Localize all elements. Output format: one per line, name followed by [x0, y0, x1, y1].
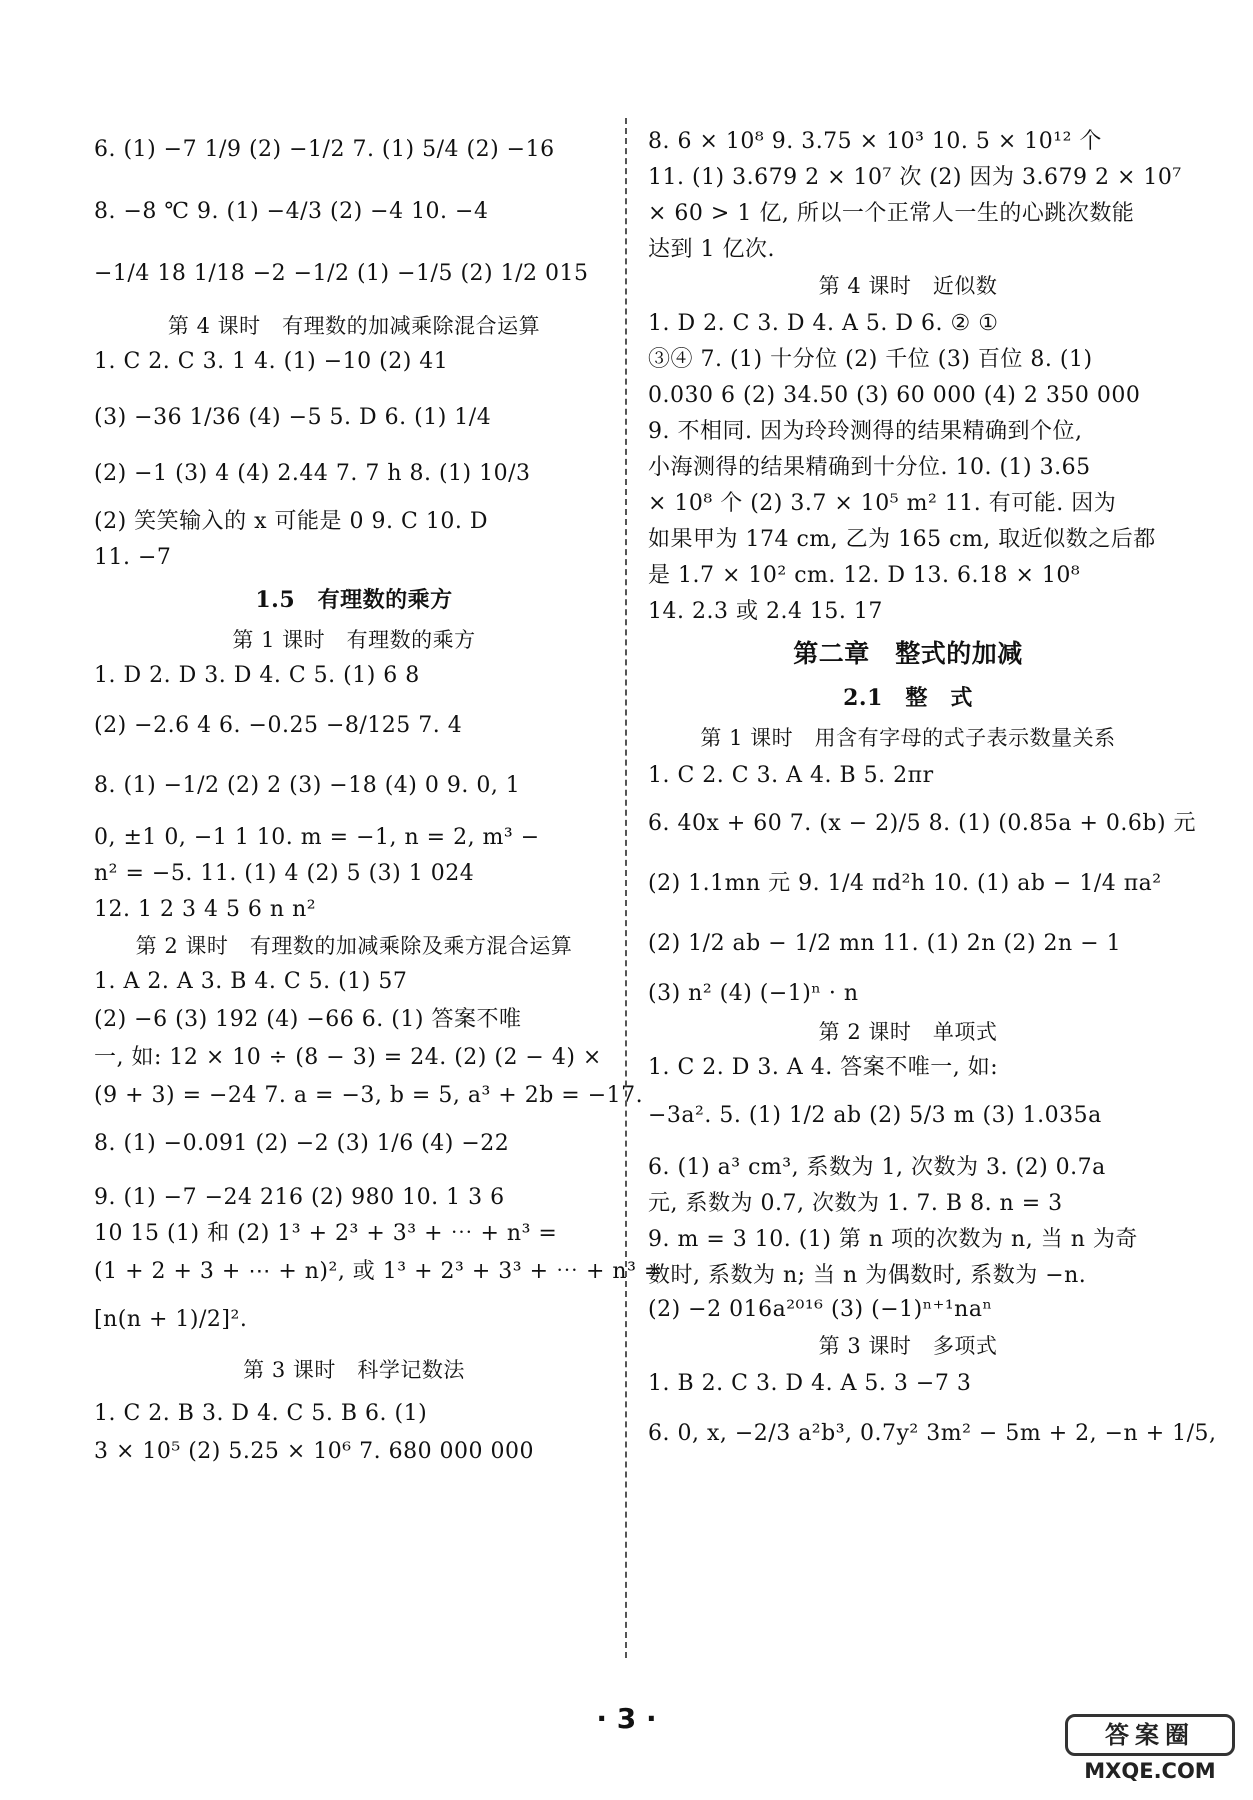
- answer-line: −1/4 18 1/18 −2 −1/2 (1) −1/5 (2) 1/2 015: [94, 261, 589, 286]
- answer-line: 3 × 10⁵ (2) 5.25 × 10⁶ 7. 680 000 000: [94, 1439, 535, 1464]
- answer-line: 11. −7: [94, 545, 172, 570]
- answer-line: 9. (1) −7 −24 216 (2) 980 10. 1 3 6: [94, 1185, 505, 1210]
- watermark-logo: [1065, 1714, 1235, 1786]
- answer-line: 0, ±1 0, −1 1 10. m = −1, n = 2, m³ −: [94, 825, 540, 850]
- lesson-heading: 第 4 课时 有理数的加减乘除混合运算: [167, 314, 541, 338]
- answer-line: 达到 1 亿次.: [648, 237, 775, 262]
- answer-line: 8. (1) −0.091 (2) −2 (3) 1/6 (4) −22: [94, 1131, 510, 1156]
- answer-line: 数时, 系数为 n; 当 n 为偶数时, 系数为 −n.: [648, 1263, 1087, 1288]
- answer-line: (9 + 3) = −24 7. a = −3, b = 5, a³ + 2b = −17.: [94, 1083, 644, 1108]
- lesson-heading: 第 3 课时 科学记数法: [243, 1358, 465, 1382]
- column-divider: [625, 118, 627, 1658]
- answer-line: 11. (1) 3.679 2 × 10⁷ 次 (2) 因为 3.679 2 × 10⁷: [648, 165, 1182, 190]
- watermark-title: 答案圈: [1065, 1714, 1235, 1756]
- answer-line: 1. C 2. B 3. D 4. C 5. B 6. (1): [94, 1401, 428, 1426]
- answer-line: 6. (1) a³ cm³, 系数为 1, 次数为 3. (2) 0.7a: [648, 1155, 1106, 1180]
- answer-line: (2) 1.1mn 元 9. 1/4 πd²h 10. (1) ab − 1/4 πa²: [648, 871, 1162, 896]
- answer-line: 1. C 2. C 3. A 4. B 5. 2πr: [648, 763, 934, 788]
- answer-line: 6. (1) −7 1/9 (2) −1/2 7. (1) 5/4 (2) −16: [94, 137, 555, 162]
- answer-line: 1. D 2. C 3. D 4. A 5. D 6. ② ①: [648, 311, 999, 336]
- answer-line: 6. 0, x, −2/3 a²b³, 0.7y² 3m² − 5m + 2, −n + 1/5,: [648, 1421, 1217, 1446]
- answer-line: 9. m = 3 10. (1) 第 n 项的次数为 n, 当 n 为奇: [648, 1227, 1138, 1252]
- answer-line: 10 15 (1) 和 (2) 1³ + 2³ + 3³ + ⋯ + n³ =: [94, 1221, 558, 1246]
- answer-line: 0.030 6 (2) 34.50 (3) 60 000 (4) 2 350 000: [648, 383, 1141, 408]
- answer-line: 14. 2.3 或 2.4 15. 17: [648, 599, 883, 624]
- answer-line: × 10⁸ 个 (2) 3.7 × 10⁵ m² 11. 有可能. 因为: [648, 491, 1117, 516]
- answer-line: 1. A 2. A 3. B 4. C 5. (1) 57: [94, 969, 408, 994]
- lesson-heading: 第 1 课时 有理数的乘方: [232, 628, 476, 652]
- answer-line: 8. (1) −1/2 (2) 2 (3) −18 (4) 0 9. 0, 1: [94, 773, 521, 798]
- answer-line: × 60 > 1 亿, 所以一个正常人一生的心跳次数能: [648, 201, 1135, 226]
- page-number: · 3 ·: [596, 1702, 657, 1735]
- answer-line: 元, 系数为 0.7, 次数为 1. 7. B 8. n = 3: [648, 1191, 1063, 1216]
- section-heading: 2.1 整 式: [843, 685, 973, 711]
- lesson-heading: 第 2 课时 单项式: [818, 1020, 998, 1044]
- chapter-heading: 第二章 整式的加减: [793, 639, 1023, 668]
- answer-line: (2) −2 016a²⁰¹⁶ (3) (−1)ⁿ⁺¹naⁿ: [648, 1297, 993, 1322]
- answer-line: [n(n + 1)/2]².: [94, 1307, 248, 1332]
- answer-line: (2) −6 (3) 192 (4) −66 6. (1) 答案不唯: [94, 1007, 522, 1032]
- answer-line: (3) −36 1/36 (4) −5 5. D 6. (1) 1/4: [94, 405, 492, 430]
- section-heading: 1.5 有理数的乘方: [255, 587, 453, 613]
- answer-line: 8. −8 ℃ 9. (1) −4/3 (2) −4 10. −4: [94, 199, 489, 224]
- answer-line: ③④ 7. (1) 十分位 (2) 千位 (3) 百位 8. (1): [648, 347, 1093, 372]
- answer-line: (2) 1/2 ab − 1/2 mn 11. (1) 2n (2) 2n − 1: [648, 931, 1122, 956]
- answer-line: 12. 1 2 3 4 5 6 n n²: [94, 897, 317, 922]
- answer-line: (1 + 2 + 3 + ⋯ + n)², 或 1³ + 2³ + 3³ + ⋯ + n³ =: [94, 1259, 663, 1284]
- watermark-url: MXQE.COM: [1084, 1759, 1216, 1783]
- answer-line: (3) n² (4) (−1)ⁿ · n: [648, 981, 859, 1006]
- answer-line: (2) −1 (3) 4 (4) 2.44 7. 7 h 8. (1) 10/3: [94, 461, 531, 486]
- answer-line: 小海测得的结果精确到十分位. 10. (1) 3.65: [648, 455, 1091, 480]
- answer-line: 一, 如: 12 × 10 ÷ (8 − 3) = 24. (2) (2 − 4) ×: [94, 1045, 602, 1070]
- lesson-heading: 第 2 课时 有理数的加减乘除及乘方混合运算: [135, 934, 573, 958]
- answer-line: 6. 40x + 60 7. (x − 2)/5 8. (1) (0.85a + 0.6b) 元: [648, 811, 1197, 836]
- answer-line: −3a². 5. (1) 1/2 ab (2) 5/3 m (3) 1.035a: [648, 1103, 1102, 1128]
- answer-line: 是 1.7 × 10² cm. 12. D 13. 6.18 × 10⁸: [648, 563, 1081, 588]
- answer-line: 1. B 2. C 3. D 4. A 5. 3 −7 3: [648, 1371, 972, 1396]
- answer-line: n² = −5. 11. (1) 4 (2) 5 (3) 1 024: [94, 861, 475, 886]
- lesson-heading: 第 3 课时 多项式: [818, 1334, 998, 1358]
- answer-line: 8. 6 × 10⁸ 9. 3.75 × 10³ 10. 5 × 10¹² 个: [648, 129, 1102, 154]
- answer-line: (2) 笑笑输入的 x 可能是 0 9. C 10. D: [94, 509, 488, 534]
- lesson-heading: 第 1 课时 用含有字母的式子表示数量关系: [700, 726, 1116, 750]
- answer-line: 1. C 2. C 3. 1 4. (1) −10 (2) 41: [94, 349, 449, 374]
- lesson-heading: 第 4 课时 近似数: [818, 274, 998, 298]
- answer-line: 如果甲为 174 cm, 乙为 165 cm, 取近似数之后都: [648, 527, 1156, 552]
- answer-line: (2) −2.6 4 6. −0.25 −8/125 7. 4: [94, 713, 463, 738]
- answer-line: 1. C 2. D 3. A 4. 答案不唯一, 如:: [648, 1055, 999, 1080]
- answer-line: 1. D 2. D 3. D 4. C 5. (1) 6 8: [94, 663, 420, 688]
- answer-line: 9. 不相同. 因为玲玲测得的结果精确到个位,: [648, 419, 1083, 444]
